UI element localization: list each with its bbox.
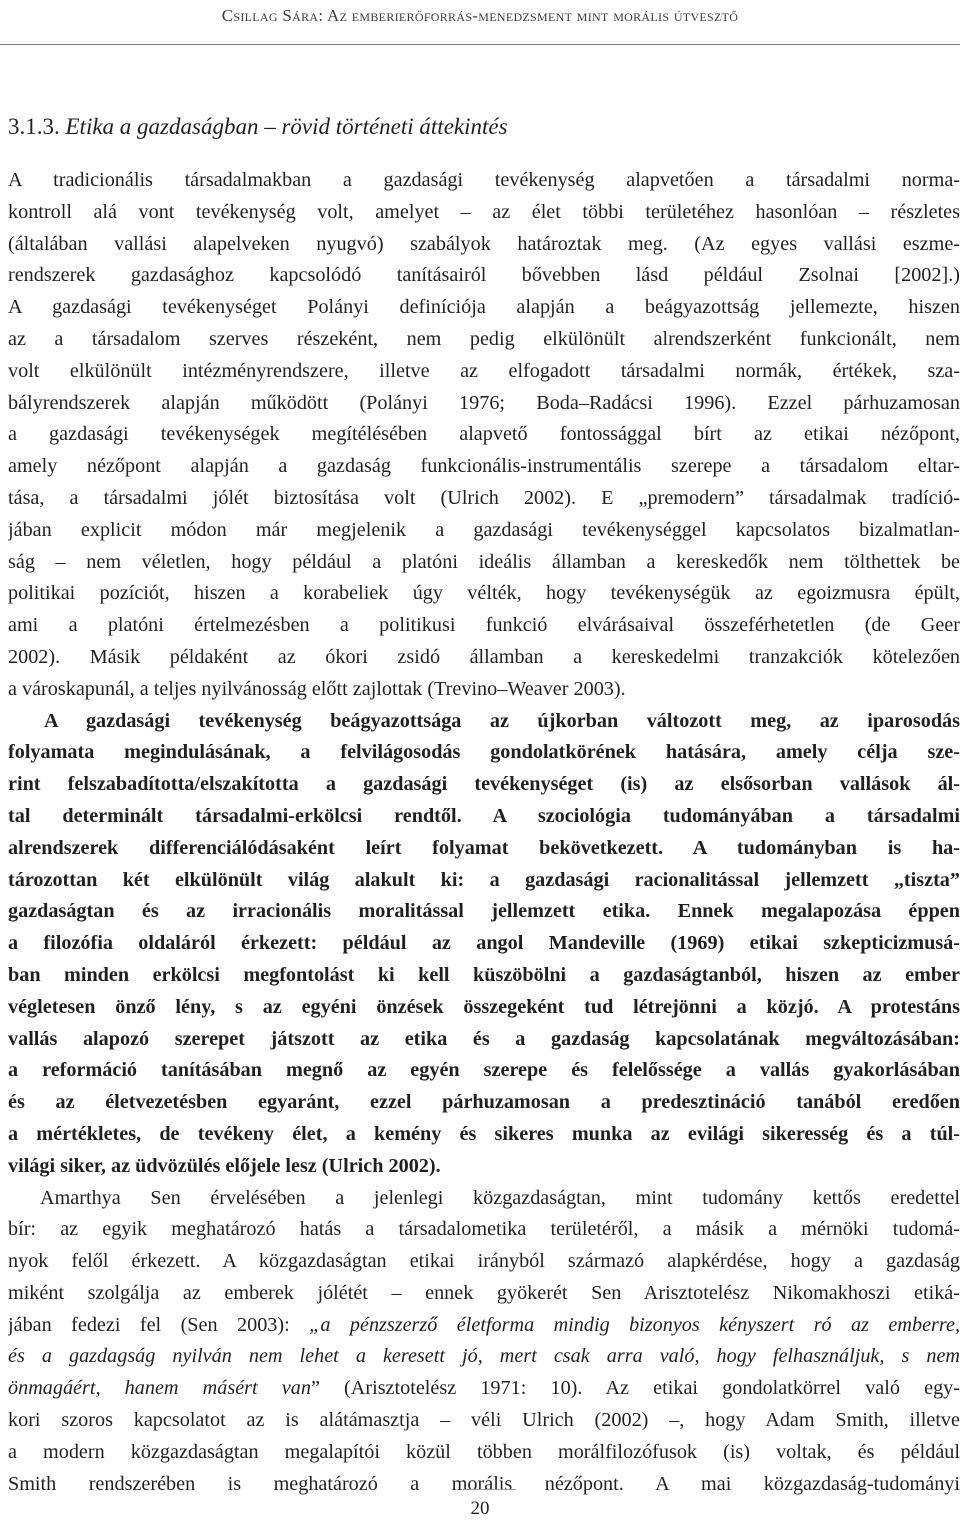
text-line: tározottan két elkülönült világ alakult ki: a gazdasági racionalitással jellemzett „tiszta” xyxy=(8,868,960,891)
line-segment: jában fedezi fel (Sen 2003): xyxy=(8,1313,310,1336)
text-line: amely nézőpont alapján a gazdaság funkcionális-instrumentális szerepe a társadalom eltar- xyxy=(8,455,960,478)
text-line: kontroll alá vont tevékenység volt, amelyet – az élet többi területéhez hasonlóan – részletes xyxy=(8,200,960,223)
line-segment: ” (Arisztotelész 1971: 10). Az etikai gondolatkörrel való egy- xyxy=(310,1377,960,1400)
text-line: Amarthya Sen érvelésében a jelenlegi közgazdaságtan, mint tudomány kettős eredettel xyxy=(40,1186,960,1209)
text-line: a reformáció tanításában megnő az egyén szerepe és felelőssége a vallás gyakorlásában xyxy=(8,1059,960,1082)
text-line: a városkapunál, a teljes nyilvánosság előtt zajlottak (Trevino–Weaver 2003). xyxy=(8,677,626,700)
text-line: nyok felől érkezett. A közgazdaságtan etikai irányból származó alapkérdése, hogy a gazdaság xyxy=(8,1250,960,1273)
text-line: kori szoros kapcsolatot az is alátámasztja – véli Ulrich (2002) –, hogy Adam Smith, illetve xyxy=(8,1409,960,1432)
section-title: Etika a gazdaságban – rövid történeti áttekintés xyxy=(65,114,508,139)
text-line: a gazdasági tevékenységek megítélésében alapvető fontossággal bírt az etikai nézőpont, xyxy=(8,423,960,446)
footer-rule xyxy=(464,1489,516,1490)
running-header: Csillag Sára: Az emberierőforrás-menedzsment mint morális útvesztő xyxy=(221,6,739,25)
text-line: a modern közgazdaságtan megalapítói közül többen morálfilozófusok (is) voltak, és például xyxy=(8,1440,960,1463)
text-line: világi siker, az üdvözülés előjele lesz (Ulrich 2002). xyxy=(8,1154,441,1177)
text-line: a filozófia oldaláról érkezett: például az angol Mandeville (1969) etikai szkepticizmusá- xyxy=(8,932,960,955)
text-line: a mértékletes, de tevékeny élet, a kemény és sikeres munka az evilági sikeresség és a túl- xyxy=(8,1122,960,1145)
text-line: és a gazdagság nyilván nem lehet a keresett jó, mert csak arra való, hogy felhasználjuk, s nem xyxy=(8,1345,960,1368)
section-heading xyxy=(8,113,508,141)
text-line xyxy=(8,1373,960,1405)
page-number: 20 xyxy=(470,1498,490,1519)
text-line: A gazdasági tevékenység beágyazottsága az újkorban változott meg, az iparosodás xyxy=(44,709,960,732)
text-line: bályrendszerek alapján működött (Polányi 1976; Boda–Radácsi 1996). Ezzel párhuzamosan xyxy=(8,391,960,414)
text-line: politikai pozíciót, hiszen a korabeliek úgy vélték, hogy tevékenységük az egoizmusra épült, xyxy=(8,582,960,605)
body-text xyxy=(8,165,960,1500)
header-rule xyxy=(0,44,960,45)
line-segment-italic: önmagáért, hanem másért van xyxy=(8,1377,311,1400)
text-line: gazdaságtan és az irracionális moralitással jellemzett etika. Ennek megalapozása éppen xyxy=(8,900,960,923)
text-line: jában explicit módon már megjelenik a gazdasági tevékenységgel kapcsolatos bizalmatlan- xyxy=(8,518,960,541)
section-number: 3.1.3. xyxy=(8,114,60,139)
text-line: ami a platóni értelmezésben a politikusi funkció elvárásaival összeférhetetlen (de Geer xyxy=(8,614,960,637)
text-line: tal determinált társadalmi-erkölcsi rendtől. A szociológia tudományában a társadalmi xyxy=(8,804,960,827)
text-line: volt elkülönült intézményrendszere, illetve az elfogadott társadalmi normák, értékek, sza- xyxy=(8,359,960,382)
text-line: az a társadalom szerves részeként, nem pedig elkülönült alrendszerként funkcionált, nem xyxy=(8,327,960,350)
text-line: ban minden erkölcsi megfontolást ki kell küszöbölni a gazdaságtanból, hiszen az ember xyxy=(8,963,960,986)
text-line: végletesen önző lény, s az egyéni önzések összegeként tud létrejönni a közjó. A protestáns xyxy=(8,995,960,1018)
text-line: A tradicionális társadalmakban a gazdasági tevékenység alapvetően a társadalmi norma- xyxy=(8,169,960,191)
text-line: rendszerek gazdasághoz kapcsolódó tanításairól bővebben lásd például Zsolnai [2002].) xyxy=(8,264,960,287)
text-line: Smith rendszerében is meghatározó a morális nézőpont. A mai közgazdaság-tudományi xyxy=(8,1472,960,1495)
text-line: 2002). Másik példaként az ókori zsidó államban a kereskedelmi tranzakciók kötelezően xyxy=(8,645,960,668)
text-line: tása, a társadalmi jólét biztosítása volt (Ulrich 2002). E „premodern” társadalmak tradíció- xyxy=(8,486,960,509)
text-line: rint felszabadította/elszakította a gazdasági tevékenységet (is) az elsősorban vallások ál- xyxy=(8,773,960,796)
text-line: bír: az egyik meghatározó hatás a társadalometika területéről, a másik a mérnöki tudomá- xyxy=(8,1218,960,1241)
text-line: és az életvezetésben egyaránt, ezzel párhuzamosan a predesztináció tanából eredően xyxy=(8,1091,960,1114)
text-line: A gazdasági tevékenységet Polányi definíciója alapján a beágyazottság jellemezte, hiszen xyxy=(8,296,960,319)
text-line: (általában vallási alapelveken nyugvó) szabályok határoztak meg. (Az egyes vallási eszme- xyxy=(8,232,960,255)
text-line: vallás alapozó szerepet játszott az etika és a gazdaság kapcsolatának megváltozásában: xyxy=(8,1027,960,1050)
text-line: miként szolgálja az emberek jólétét – ennek gyökerét Sen Arisztotelész Nikomakhoszi etiká- xyxy=(8,1281,960,1304)
text-line: alrendszerek differenciálódásaként leírt folyamat bekövetkezett. A tudományban is ha- xyxy=(8,836,960,859)
line-segment-italic: „a pénzszerző életforma mindig bizonyos kényszert ró az emberre, xyxy=(309,1313,960,1336)
text-line xyxy=(8,1310,960,1342)
text-line: ság – nem véletlen, hogy például a platóni ideális államban a kereskedők nem tölthettek be xyxy=(8,550,960,573)
text-line: folyamata megindulásának, a felvilágosodás gondolatkörének hatására, amely célja sze- xyxy=(8,741,960,764)
